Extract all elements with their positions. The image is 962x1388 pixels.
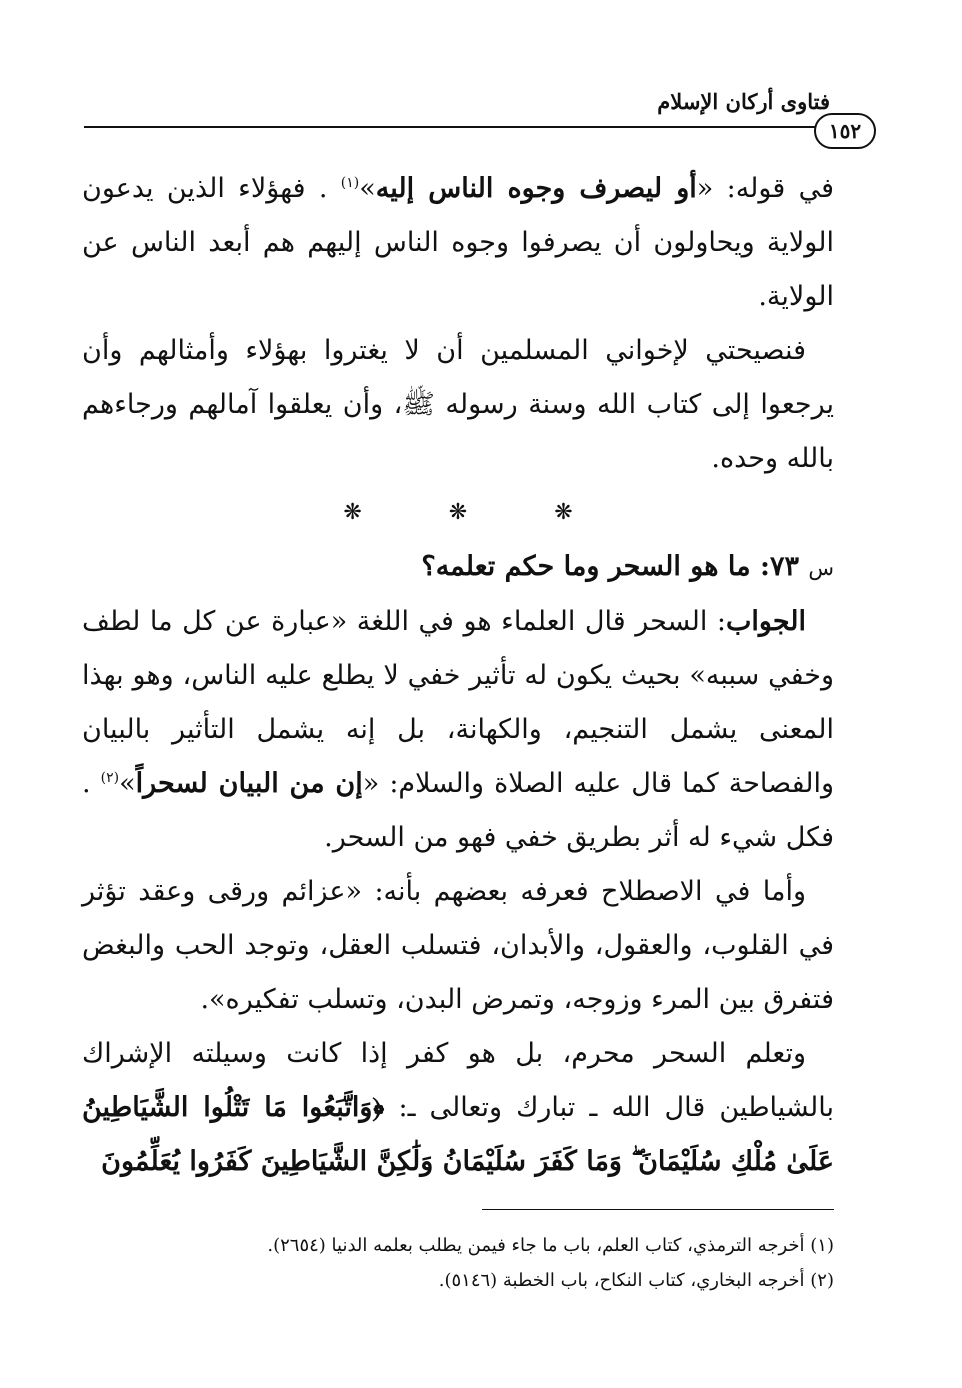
question-text: ٧٣: ما هو السحر وما حكم تعلمه؟ (421, 551, 799, 582)
page-number-badge: ١٥٢ (814, 113, 876, 149)
question-heading (82, 540, 834, 595)
text-run: وتعلم السحر محرم، بل هو كفر إذا كانت وسيلته الإشراك بالشياطين قال الله ـ تبارك وتعالى ـ: (82, 1038, 834, 1123)
footnote-ref-1: (١) (340, 175, 360, 191)
paragraph-1 (82, 162, 834, 324)
footnotes (120, 1228, 834, 1298)
footnote-1: (١) أخرجه الترمذي، كتاب العلم، باب ما جاء فيمن يطلب بعلمه الدنيا (٢٦٥٤). (267, 1235, 834, 1256)
text-run: في قوله: « (696, 173, 834, 204)
footnote-rule (482, 1209, 834, 1210)
answer-label: الجواب (725, 606, 806, 637)
text-run: » (359, 173, 376, 204)
quran-verse: ﴿وَاتَّبَعُوا مَا تَتْلُوا الشَّيَاطِينُ عَلَىٰ مُلْكِ سُلَيْمَانَ ۖ وَمَا كَفَرَ سُلَيْمَانُ وَلَٰكِنَّ الشَّيَاطِينَ كَفَرُوا يُعَلِّمُونَ (82, 1092, 834, 1177)
paragraph-ruling (82, 1027, 834, 1189)
text-run: : السحر قال العلماء هو في اللغة «عبارة عن كل ما لطف وخفي سببه» بحيث يكون له تأثير خفي لا يطلع عليه الناس، وهو بهذا المعنى يشمل التنجيم، والكهانة، بل إنه يشمل التأثير بالبيان والفصاحة كما قال عليه الصلاة والسلام: « (82, 606, 834, 799)
footnote-ref-2: (٢) (100, 770, 120, 786)
question-mark-symbol: س (808, 556, 834, 580)
hadith-quote: إن من البيان لسحراً (135, 768, 363, 799)
paragraph-definition: وأما في الاصطلاح فعرفه بعضهم بأنه: «عزائم ورقى وعقد تؤثر في القلوب، والعقول، والأبدان، فتسلب العقل، وتوجد الحب والبغض فتفرق بين المرء وزوجه، وتمرض البدن، وتسلب تفكيره». (82, 876, 834, 1015)
header-rule (84, 126, 838, 128)
text-run: . فكل شيء له أثر بطريق خفي فهو من السحر. (82, 768, 834, 853)
text-run: . فهؤلاء الذين يدعون الولاية ويحاولون أن يصرفوا وجوه الناس إليهم هم أبعد الناس عن الولاية. (82, 173, 834, 312)
running-title: فتاوى أركان الإسلام (657, 89, 830, 114)
footnote-2: (٢) أخرجه البخاري، كتاب النكاح، باب الخطبة (٥١٤٦). (438, 1270, 834, 1291)
main-text (82, 162, 834, 1189)
section-separator: ❋ ❋ ❋ (343, 500, 613, 525)
text-run: » (119, 768, 136, 799)
paragraph-answer (82, 595, 834, 865)
paragraph-2: فنصيحتي لإخواني المسلمين أن لا يغتروا بهؤلاء وأمثالهم وأن يرجعوا إلى كتاب الله وسنة رسوله ﷺ، وأن يعلقوا آمالهم ورجاءهم بالله وحده. (82, 335, 834, 474)
hadith-quote: أو ليصرف وجوه الناس إليه (375, 173, 697, 204)
